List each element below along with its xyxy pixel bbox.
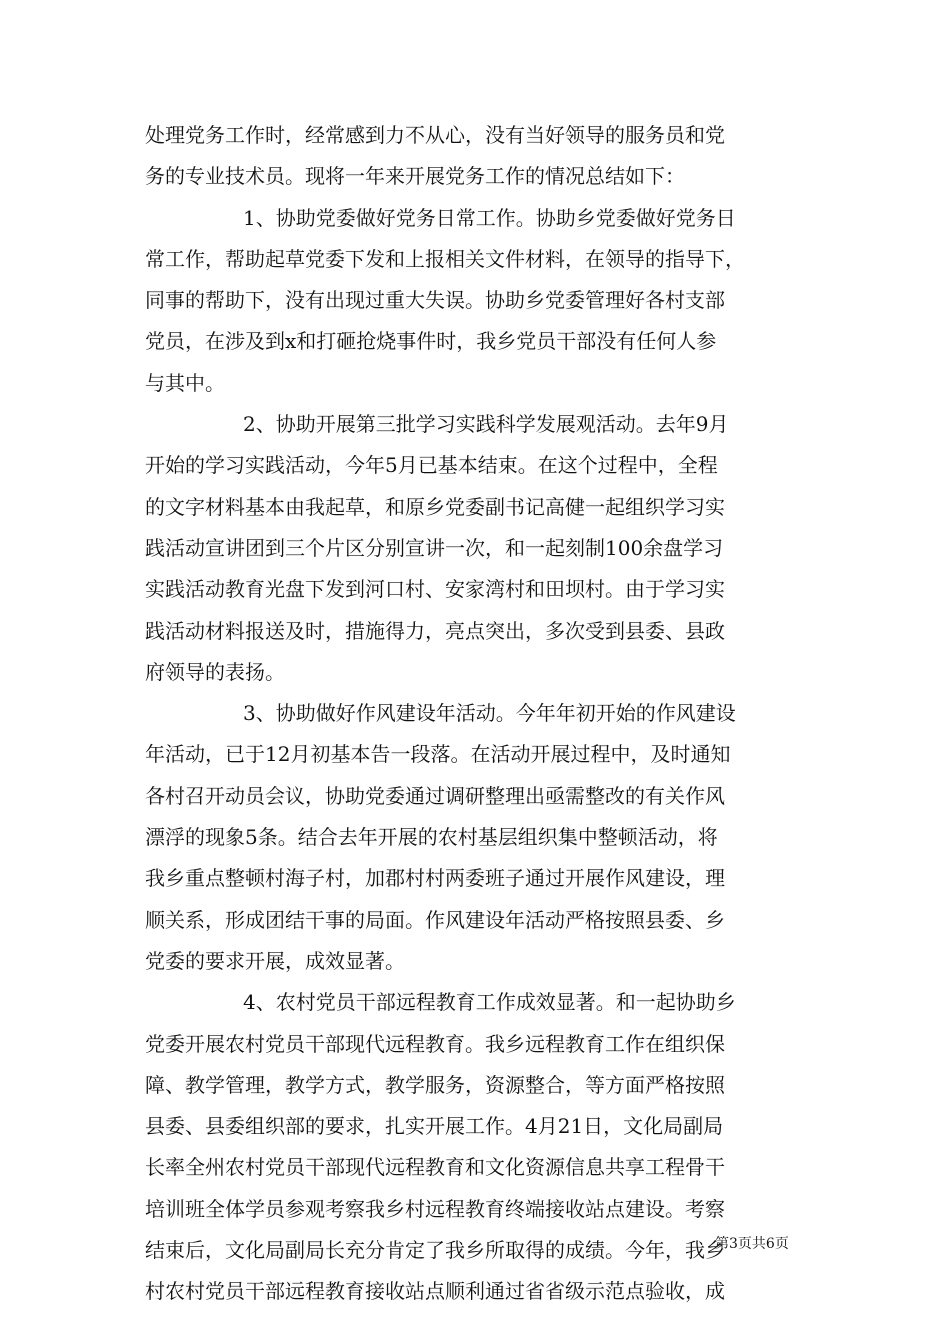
text-line: 府领导的表扬。 [145, 659, 285, 684]
text-line: 践活动宣讲团到三个片区分别宣讲一次，和一起刻制100余盘学习 [145, 535, 724, 560]
paragraph-4-heading-line: 4、农村党员干部远程教育工作成效显著。和一起协助乡 [243, 990, 736, 1015]
text-line: 漂浮的现象5条。结合去年开展的农村基层组织集中整顿活动，将 [145, 825, 718, 850]
paragraph-1-heading-line: 1、协助党委做好党务日常工作。协助乡党委做好党务日 [243, 205, 736, 230]
text-line: 长率全州农村党员干部现代远程教育和文化资源信息共享工程骨干 [145, 1155, 725, 1180]
text-line: 党委开展农村党员干部现代远程教育。我乡远程教育工作在组织保 [145, 1031, 725, 1056]
text-line: 处理党务工作时，经常感到力不从心，没有当好领导的服务员和党 [145, 123, 725, 147]
body-text [145, 115, 810, 1313]
text-line: 年活动，已于12月初基本告一段落。在活动开展过程中，及时通知 [145, 742, 731, 767]
text-line: 村农村党员干部远程教育接收站点顺利通过省省级示范点验收，成 [145, 1279, 725, 1304]
text-line: 结束后，文化局副局长充分肯定了我乡所取得的成绩。今年，我乡 [145, 1238, 725, 1263]
text-line: 与其中。 [145, 370, 225, 395]
text-line: 开始的学习实践活动，今年5月已基本结束。在这个过程中，全程 [145, 453, 718, 478]
text-line: 践活动材料报送及时，措施得力，亮点突出，多次受到县委、县政 [145, 618, 725, 643]
text-line: 常工作，帮助起草党委下发和上报相关文件材料，在领导的指导下， [145, 246, 745, 271]
text-line: 党员，在涉及到x和打砸抢烧事件时，我乡党员干部没有任何人参 [145, 329, 717, 354]
text-line: 各村召开动员会议，协助党委通过调研整理出亟需整改的有关作风 [145, 783, 725, 808]
text-line: 实践活动教育光盘下发到河口村、安家湾村和田坝村。由于学习实 [145, 577, 725, 602]
text-line: 同事的帮助下，没有出现过重大失误。协助乡党委管理好各村支部 [145, 288, 725, 313]
text-line: 障、教学管理，教学方式，教学服务，资源整合，等方面严格按照 [145, 1072, 725, 1097]
text-line: 的文字材料基本由我起草，和原乡党委副书记高健一起组织学习实 [145, 494, 725, 519]
text-line: 党委的要求开展，成效显著。 [145, 948, 405, 973]
text-line: 顺关系，形成团结干事的局面。作风建设年活动严格按照县委、乡 [145, 907, 725, 932]
text-line: 县委、县委组织部的要求，扎实开展工作。4月21日，文化局副局 [145, 1114, 724, 1139]
text-line: 务的专业技术员。现将一年来开展党务工作的情况总结如下： [145, 164, 685, 189]
page-number-footer: 第3页共6页 [715, 1236, 789, 1252]
text-line: 我乡重点整顿村海子村，加郡村村两委班子通过开展作风建设，理 [145, 866, 725, 891]
paragraph-3-heading-line: 3、协助做好作风建设年活动。今年年初开始的作风建设 [243, 701, 736, 726]
text-line: 培训班全体学员参观考察我乡村远程教育终端接收站点建设。考察 [145, 1196, 725, 1221]
paragraph-2-heading-line: 2、协助开展第三批学习实践科学发展观活动。去年9月 [243, 412, 729, 437]
